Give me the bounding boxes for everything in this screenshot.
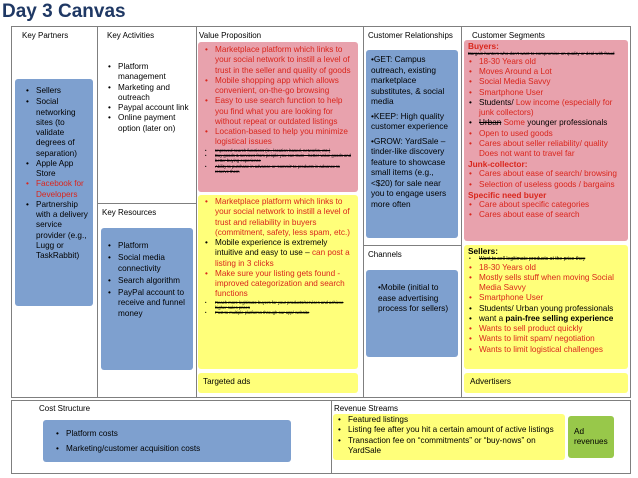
key-activities-note: [101, 57, 193, 199]
key-partners-note: [15, 79, 93, 306]
list-item: • Location-based to help you minimize logistical issues: [204, 127, 354, 148]
list-item: [468, 118, 625, 128]
value-proposition-sellers-note: [198, 195, 358, 369]
list-item: • Smartphone User: [468, 88, 625, 98]
header-key-partners: Key Partners: [22, 31, 69, 40]
list-item: • Apple App Store: [25, 159, 90, 180]
want-a-text: want a: [479, 313, 506, 323]
list-item: • Platform: [107, 241, 191, 251]
key-resources-note: [101, 228, 193, 370]
list-item: • Platform management: [107, 62, 191, 83]
cost-structure-note: [43, 420, 291, 462]
divider: [363, 26, 364, 398]
students-text: Students/: [479, 97, 516, 107]
list-item: [204, 238, 354, 269]
ad-revenues-label: Ad revenues: [574, 427, 608, 447]
list-item: • Wants to sell product quickly: [468, 324, 625, 334]
customer-segments-sellers-note: [464, 245, 628, 369]
customer-segments-buyers-note: [464, 40, 628, 241]
low-income-text: Low income (especially for junk collectors): [479, 97, 613, 118]
page-title: Day 3 Canvas: [2, 1, 126, 22]
list-item: • Open to used goods: [468, 129, 625, 139]
list-item: • Marketplace platform which links to your social network to instill a level of trust in the seller and quality of goods: [204, 45, 354, 76]
buyers-label: Buyers:: [468, 41, 499, 51]
list-item: • Mostly sells stuff when moving Social Media Savvy: [468, 273, 625, 294]
header-key-activities: Key Activities: [107, 31, 155, 40]
list-item: [468, 314, 625, 324]
list-item: • Improved search functions (ie., location-based, networks, etc.): [204, 148, 354, 153]
targeted-ads-note: Targeted ads: [198, 373, 358, 393]
list-item: • Marketplace platform which links to your social network to instill a level of trust and reliability in buyers (commitment, safety, less spam, etc.): [204, 197, 354, 238]
channels-mobile: •Mobile (initial to ease advertising process for sellers): [378, 282, 449, 314]
value-proposition-buyers-note: [198, 42, 358, 192]
urban-struck: Urban: [479, 118, 502, 128]
sellers-label: Sellers:: [468, 246, 498, 256]
list-item: • Sellers: [25, 86, 90, 96]
list-item: • Easy to use search function to help you find what you are looking for without repeat or outdated listings: [204, 96, 354, 127]
list-item: • Transaction fee on “commitments” or “buy-nows” on YardSale: [337, 436, 562, 457]
list-item: • Social Media Savvy: [468, 77, 625, 87]
vp-seller-text: Mobile experience is extremely intuitive and easy to use –: [215, 238, 328, 258]
list-item: • Mobile shopping app which allows convenient, on-the-go browsing: [204, 76, 354, 97]
list-item: • Facebook for Developers: [25, 179, 90, 200]
list-item: • Moves Around a Lot: [468, 67, 625, 77]
cr-get: •GET: Campus outreach, existing marketplace substitutes, & social media: [371, 54, 445, 107]
list-item: • Social media connectivity: [107, 253, 191, 274]
list-item: • Marketing/customer acquisition costs: [55, 444, 288, 454]
header-customer-segments: Customer Segments: [472, 31, 545, 40]
some-text: Some: [501, 118, 525, 128]
list-item: • Listing fee after you hit a certain amount of active listings: [337, 425, 562, 435]
vp-seller-highlight: can post a listing in 3 clicks: [215, 248, 350, 268]
ad-revenues-note: [568, 416, 614, 458]
junk-label: Junk-collector:: [468, 159, 528, 170]
list-item: • Cares about ease of search: [468, 210, 625, 220]
header-key-resources: Key Resources: [102, 208, 157, 217]
cr-keep: •KEEP: High quality customer experience: [371, 110, 449, 132]
list-item: • Buy goods & services from people you can trust – better value goods and better buying experience: [204, 153, 354, 164]
list-item: • Social networking sites (to validate degrees of separation): [25, 97, 90, 159]
header-revenue-streams: Revenue Streams: [334, 404, 399, 413]
list-item: • Marketing and outreach: [107, 83, 191, 104]
list-item: • PayPal account to receive and funnel money: [107, 288, 191, 319]
list-item: • Reach more legitimate buyers for your products/services and achieve higher sales prices: [204, 300, 354, 311]
list-item: • Cares about seller reliability/ quality Does not want to travel far: [468, 139, 625, 160]
divider: [196, 26, 197, 398]
pain-free-text: pain-free selling experience: [505, 313, 614, 323]
divider: [363, 245, 461, 246]
header-channels: Channels: [368, 250, 402, 259]
divider: [461, 26, 462, 398]
channels-note: [366, 270, 458, 357]
list-item: • Featured listings: [337, 415, 562, 425]
divider: [97, 26, 98, 398]
list-item: • Cares about ease of search/ browsing: [468, 169, 625, 179]
customer-relationships-note: [366, 50, 458, 238]
divider: [331, 400, 332, 474]
list-item: • 18-30 Years old: [468, 57, 625, 67]
revenue-streams-note: [333, 414, 565, 460]
younger-text: younger professionals: [524, 118, 608, 128]
list-item: • Partnership with a delivery service provider (e.g., Lugg or TaskRabbit): [25, 200, 90, 262]
list-item: • 18-30 Years old: [468, 263, 625, 273]
list-item: • Selection of useless goods / bargains: [468, 180, 625, 190]
list-item: • Wants to limit spam/ negotiation: [468, 334, 625, 344]
buyers-struck: Bargain hunters who don’t want to compromise on quality or deal with fraud: [468, 51, 615, 56]
list-item: • Online payment option (later on): [107, 113, 191, 134]
header-cost-structure: Cost Structure: [39, 404, 91, 413]
list-item: • Search algorithm: [107, 276, 191, 286]
list-item: • Platform costs: [55, 429, 288, 439]
list-item: • Post to multiple platforms through our app/ website: [204, 310, 354, 315]
list-item: • Make sure your listing gets found - improved categorization and search functions: [204, 269, 354, 300]
list-item: [468, 98, 625, 119]
header-value-proposition: Value Proposition: [199, 31, 262, 40]
list-item: • Care about specific categories: [468, 200, 625, 210]
list-item: • Smartphone User: [468, 293, 625, 303]
header-customer-relationships: Customer Relationships: [368, 31, 453, 40]
list-item: • Students/ Urban young professionals: [468, 304, 625, 314]
advertisers-note: Advertisers: [464, 373, 628, 393]
list-item: • Paypal account link: [107, 103, 191, 113]
specific-label: Specific need buyer: [468, 189, 547, 200]
list-item: • Ability to purchase in advance or ‘commit’ to products in advance to reserve them: [204, 164, 354, 175]
cr-grow: •GROW: YardSale – tinder-like discovery feature to showcase small items (e.g., <$20) for sale near you to engage users more often: [371, 135, 447, 209]
list-item: • Want to sell legitimate products at the price they: [468, 256, 625, 263]
divider: [97, 203, 196, 204]
list-item: • Wants to limit logistical challenges: [468, 345, 625, 355]
